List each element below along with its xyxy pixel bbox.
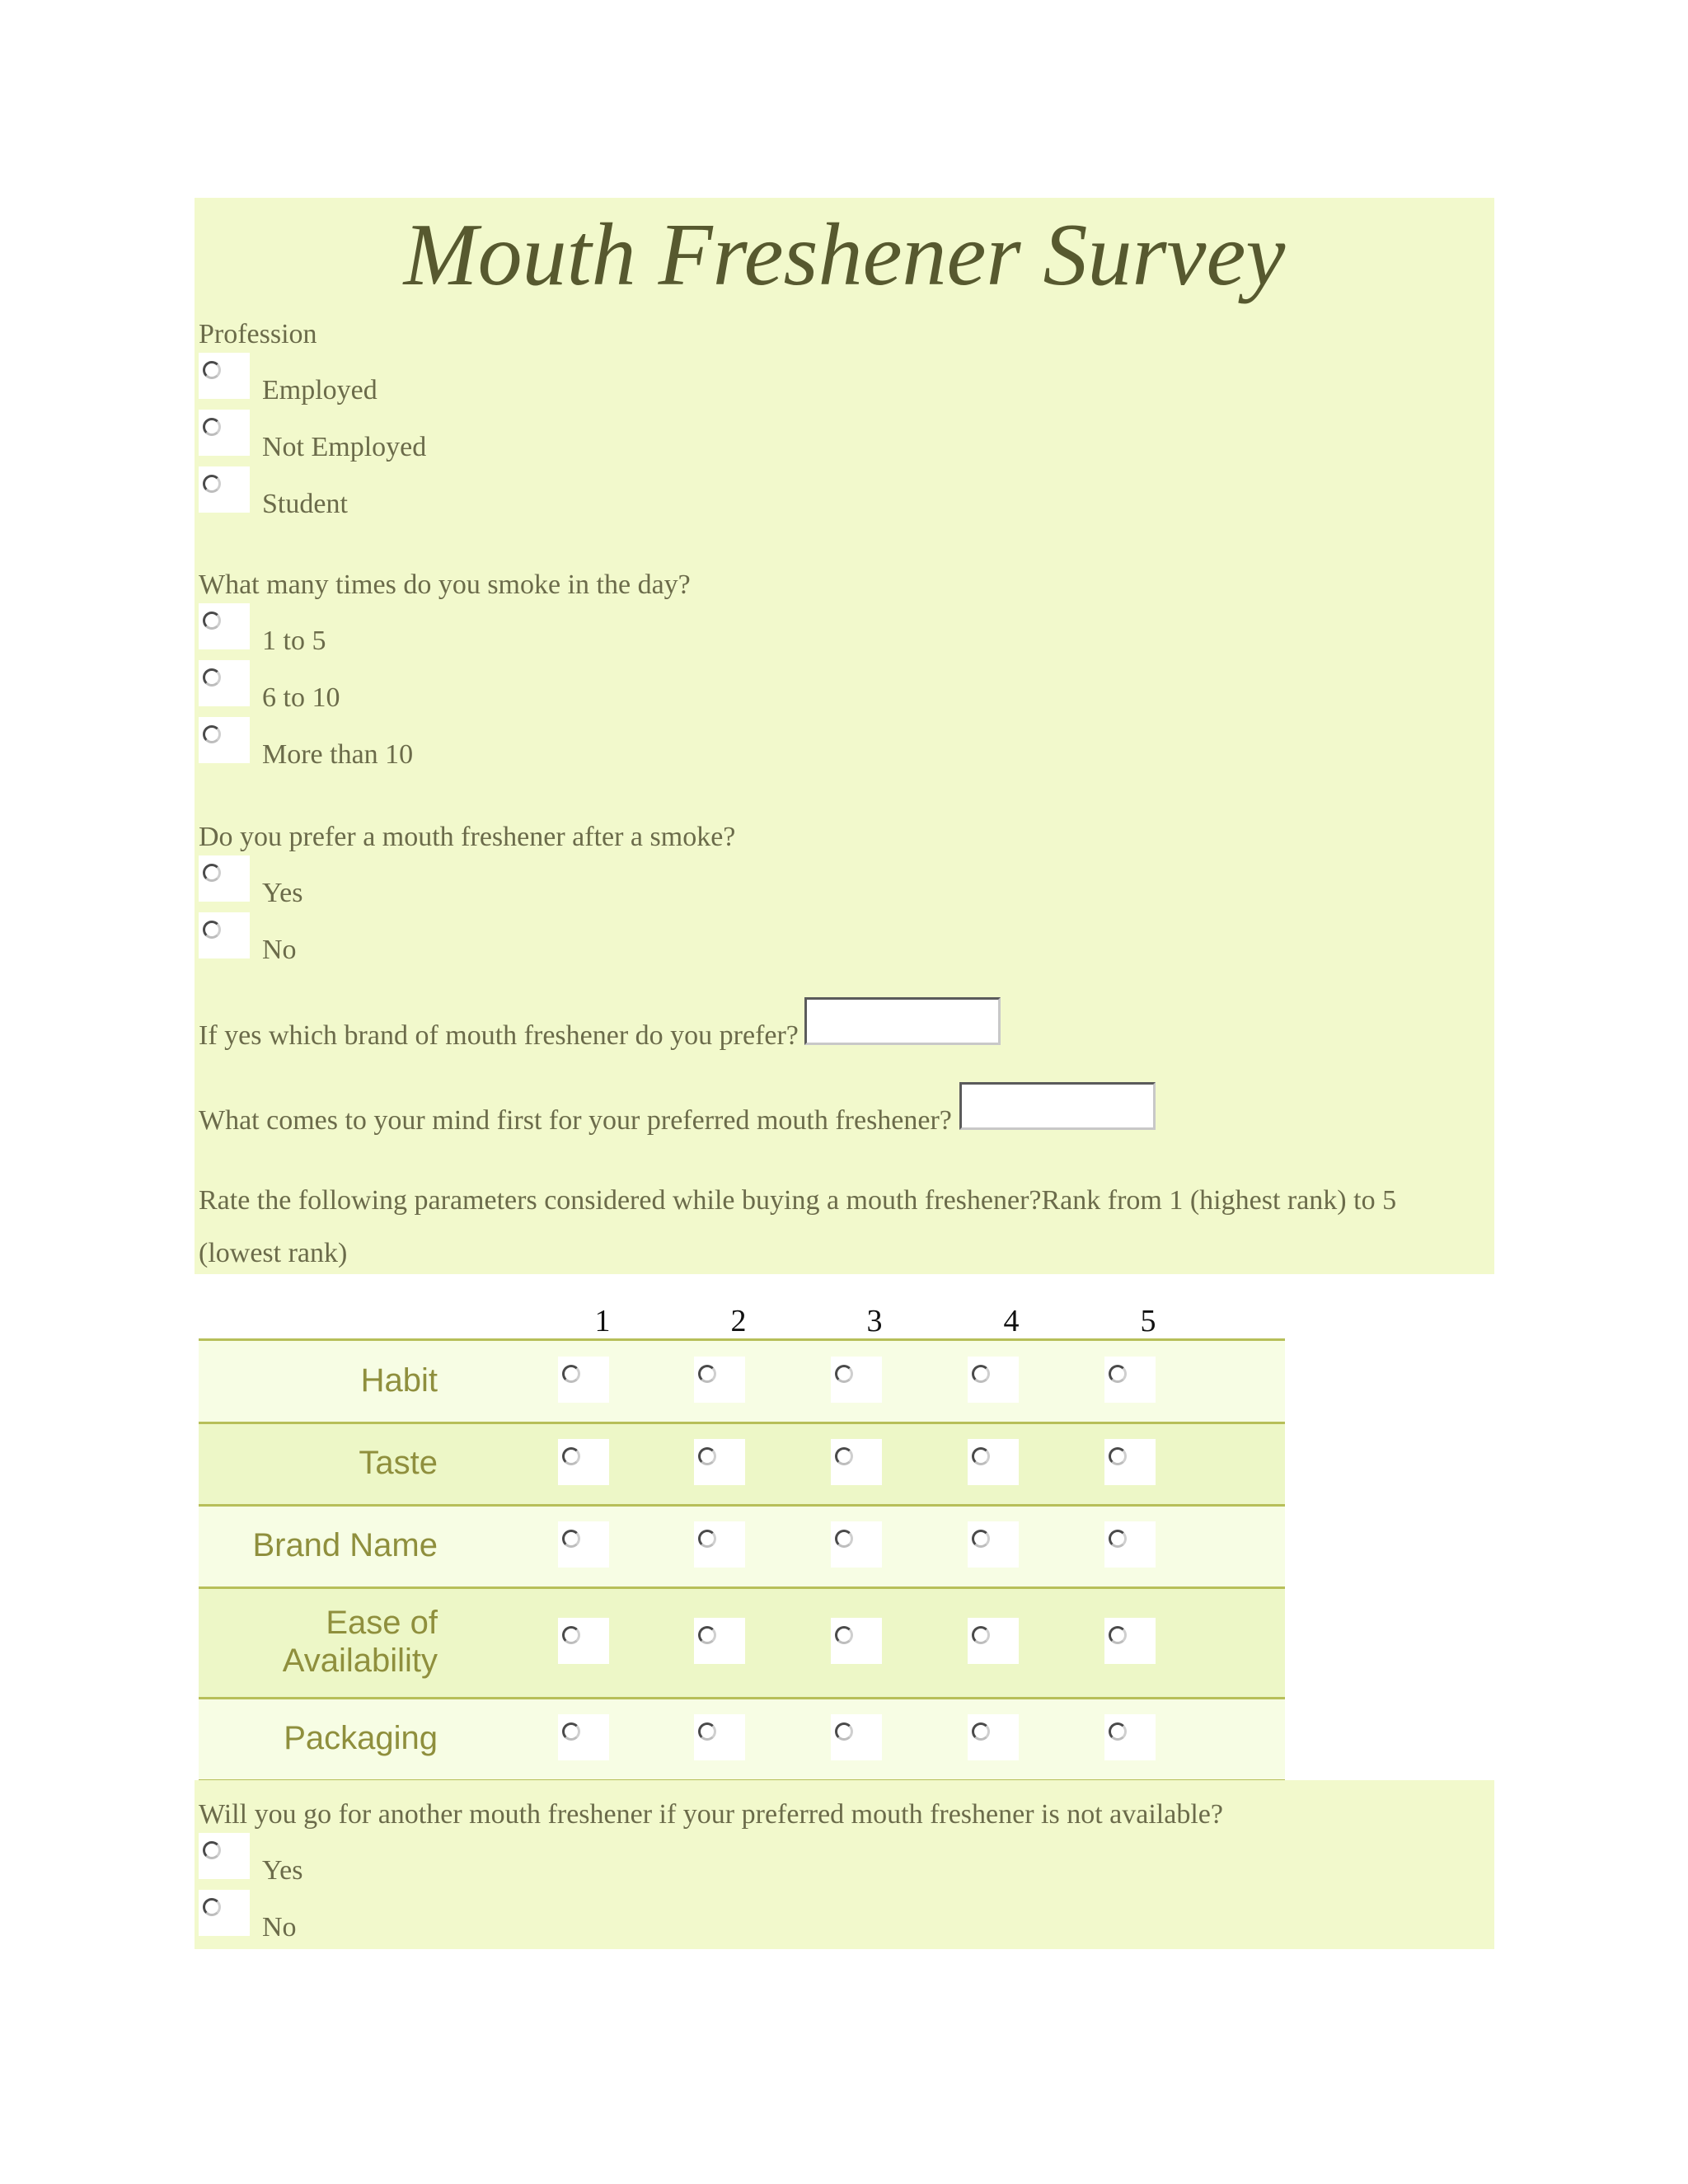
radio-prefer-no[interactable] <box>203 921 221 939</box>
rating-label-taste: Taste <box>359 1445 438 1481</box>
radio-box <box>1104 1521 1156 1568</box>
radio-box <box>831 1439 882 1485</box>
radio-availability-2[interactable] <box>698 1626 716 1644</box>
option-prefer-yes: Yes <box>262 878 303 908</box>
question-alternative: Will you go for another mouth freshener if your preferred mouth freshener is not available? <box>199 1799 1223 1830</box>
option-not-employed: Not Employed <box>262 432 427 462</box>
radio-box <box>1104 1357 1156 1403</box>
radio-box <box>694 1618 745 1664</box>
radio-habit-3[interactable] <box>835 1365 853 1383</box>
column-header-3: 3 <box>866 1304 883 1338</box>
radio-prefer-yes[interactable] <box>203 864 221 882</box>
question-prefer-freshener: Do you prefer a mouth freshener after a smoke? <box>199 822 736 852</box>
column-header-2: 2 <box>730 1304 747 1338</box>
radio-habit-4[interactable] <box>972 1365 990 1383</box>
radio-alternative-no[interactable] <box>203 1898 221 1916</box>
rating-row-habit <box>199 1340 1285 1422</box>
rating-label-ease-of-availability: Ease of Availability <box>282 1605 438 1679</box>
radio-box <box>694 1439 745 1485</box>
table-rule <box>199 1422 1285 1424</box>
radio-box <box>968 1521 1019 1568</box>
radio-box <box>199 1890 250 1936</box>
option-employed: Employed <box>262 375 377 405</box>
radio-brand-name-3[interactable] <box>835 1530 853 1548</box>
radio-box <box>199 353 250 399</box>
radio-habit-2[interactable] <box>698 1365 716 1383</box>
table-rule <box>199 1697 1285 1699</box>
option-alternative-yes: Yes <box>262 1855 303 1886</box>
radio-box <box>694 1357 745 1403</box>
radio-availability-1[interactable] <box>562 1626 580 1644</box>
radio-taste-3[interactable] <box>835 1447 853 1465</box>
radio-box <box>199 660 250 706</box>
radio-box <box>558 1357 609 1403</box>
radio-box <box>1104 1439 1156 1485</box>
rating-label-brand-name: Brand Name <box>252 1527 438 1563</box>
radio-habit-5[interactable] <box>1109 1365 1127 1383</box>
radio-box <box>199 855 250 902</box>
radio-box <box>1104 1714 1156 1760</box>
radio-packaging-1[interactable] <box>562 1722 580 1741</box>
table-rule <box>199 1504 1285 1507</box>
radio-student[interactable] <box>203 475 221 493</box>
radio-brand-name-2[interactable] <box>698 1530 716 1548</box>
rating-row-taste <box>199 1422 1285 1505</box>
radio-packaging-4[interactable] <box>972 1722 990 1741</box>
radio-brand-name-4[interactable] <box>972 1530 990 1548</box>
option-alternative-no: No <box>262 1912 297 1943</box>
radio-box <box>199 603 250 649</box>
question-rating: Rate the following parameters considered while buying a mouth freshener?Rank from 1 (highest rank) to 5 (lowest rank) <box>199 1185 1397 1268</box>
question-profession: Profession <box>199 319 317 349</box>
radio-box <box>558 1618 609 1664</box>
rating-label-habit: Habit <box>360 1362 438 1399</box>
radio-taste-1[interactable] <box>562 1447 580 1465</box>
table-rule <box>199 1586 1285 1589</box>
table-rule <box>199 1338 1285 1341</box>
radio-box <box>694 1714 745 1760</box>
radio-not-employed[interactable] <box>203 418 221 436</box>
radio-availability-5[interactable] <box>1109 1626 1127 1644</box>
radio-box <box>1104 1618 1156 1664</box>
radio-box <box>558 1714 609 1760</box>
radio-availability-4[interactable] <box>972 1626 990 1644</box>
survey-form-panel <box>195 198 1494 1274</box>
question-first-thought: What comes to your mind first for your preferred mouth freshener? <box>199 1105 952 1136</box>
radio-box <box>968 1714 1019 1760</box>
radio-box <box>558 1521 609 1568</box>
radio-taste-4[interactable] <box>972 1447 990 1465</box>
radio-box <box>199 912 250 958</box>
rating-row-ease-of-availability <box>199 1587 1285 1698</box>
column-header-5: 5 <box>1140 1304 1156 1338</box>
radio-box <box>199 717 250 763</box>
radio-availability-3[interactable] <box>835 1626 853 1644</box>
option-1-to-5: 1 to 5 <box>262 626 326 656</box>
radio-packaging-2[interactable] <box>698 1722 716 1741</box>
radio-box <box>199 410 250 456</box>
radio-brand-name-5[interactable] <box>1109 1530 1127 1548</box>
radio-box <box>694 1521 745 1568</box>
radio-brand-name-1[interactable] <box>562 1530 580 1548</box>
radio-habit-1[interactable] <box>562 1365 580 1383</box>
preferred-brand-input[interactable] <box>804 997 1001 1045</box>
radio-more-than-10[interactable] <box>203 725 221 743</box>
first-thought-input[interactable] <box>959 1082 1156 1130</box>
radio-6-to-10[interactable] <box>203 668 221 687</box>
question-preferred-brand: If yes which brand of mouth freshener do you prefer? <box>199 1020 799 1051</box>
rating-row-packaging <box>199 1698 1285 1780</box>
column-header-1: 1 <box>594 1304 611 1338</box>
radio-taste-2[interactable] <box>698 1447 716 1465</box>
radio-box <box>831 1714 882 1760</box>
survey-title: Mouth Freshener Survey <box>403 206 1286 304</box>
rating-row-brand-name <box>199 1505 1285 1587</box>
survey-form-panel-bottom <box>195 1780 1494 1949</box>
radio-1-to-5[interactable] <box>203 612 221 630</box>
radio-box <box>199 1833 250 1879</box>
radio-box <box>199 466 250 513</box>
question-smoke-frequency: What many times do you smoke in the day? <box>199 569 691 600</box>
radio-taste-5[interactable] <box>1109 1447 1127 1465</box>
radio-alternative-yes[interactable] <box>203 1841 221 1859</box>
radio-box <box>968 1357 1019 1403</box>
radio-packaging-3[interactable] <box>835 1722 853 1741</box>
option-6-to-10: 6 to 10 <box>262 682 340 713</box>
radio-box <box>558 1439 609 1485</box>
radio-employed[interactable] <box>203 361 221 379</box>
radio-box <box>968 1618 1019 1664</box>
column-header-4: 4 <box>1003 1304 1020 1338</box>
radio-box <box>831 1521 882 1568</box>
rating-label-packaging: Packaging <box>284 1720 438 1756</box>
radio-box <box>831 1618 882 1664</box>
option-more-than-10: More than 10 <box>262 739 414 770</box>
radio-box <box>831 1357 882 1403</box>
radio-box <box>968 1439 1019 1485</box>
radio-packaging-5[interactable] <box>1109 1722 1127 1741</box>
option-prefer-no: No <box>262 935 297 965</box>
option-student: Student <box>262 489 348 519</box>
